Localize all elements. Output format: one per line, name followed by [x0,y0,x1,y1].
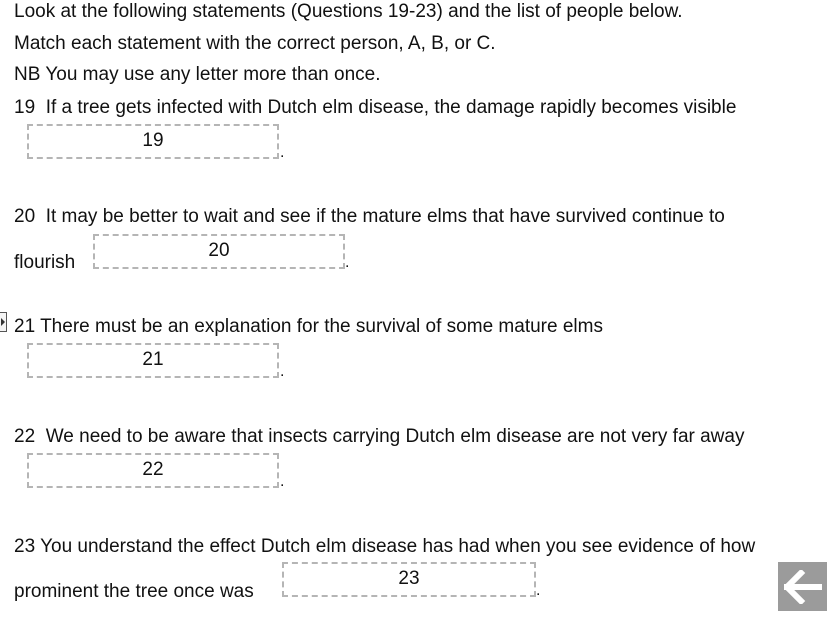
answer-period: . [280,363,285,380]
answer-field-20[interactable]: 20 [93,234,345,269]
question-text: It may be better to wait and see if the mature elms that have survived continue to [45,206,725,227]
question-number: 19 [14,97,36,118]
question-20 [14,206,725,228]
question-text: We need to be aware that insects carrying Dutch elm disease are not very far away [45,426,745,447]
question-text: You understand the effect Dutch elm disease has had when you see evidence of how [40,536,756,557]
instruction-line-3: NB You may use any letter more than once. [14,64,381,85]
question-marker-icon [0,312,7,332]
question-23 [14,536,755,558]
answer-period: . [536,582,541,599]
question-20-line2: flourish [14,252,76,273]
answer-field-22[interactable]: 22 [27,453,279,488]
question-number: 23 [14,536,36,557]
back-button[interactable] [778,562,827,611]
answer-period: . [280,144,285,161]
question-text: There must be an explanation for the survival of some mature elms [40,316,603,337]
question-19 [14,97,736,119]
answer-period: . [280,473,285,490]
question-21 [14,316,603,338]
answer-field-23[interactable]: 23 [282,562,536,597]
answer-field-21[interactable]: 21 [27,343,279,378]
arrow-left-icon [784,570,822,604]
answer-field-19[interactable]: 19 [27,124,279,159]
question-text: If a tree gets infected with Dutch elm disease, the damage rapidly becomes visible [45,97,737,118]
answer-period: . [345,254,350,271]
instruction-line-2: Match each statement with the correct person, A, B, or C. [14,33,496,54]
question-22 [14,426,744,448]
question-number: 22 [14,426,36,447]
question-number: 21 [14,316,36,337]
instruction-line-1: Look at the following statements (Questions 19-23) and the list of people below. [14,1,683,22]
question-23-line2: prominent the tree once was [14,581,254,602]
question-number: 20 [14,206,36,227]
